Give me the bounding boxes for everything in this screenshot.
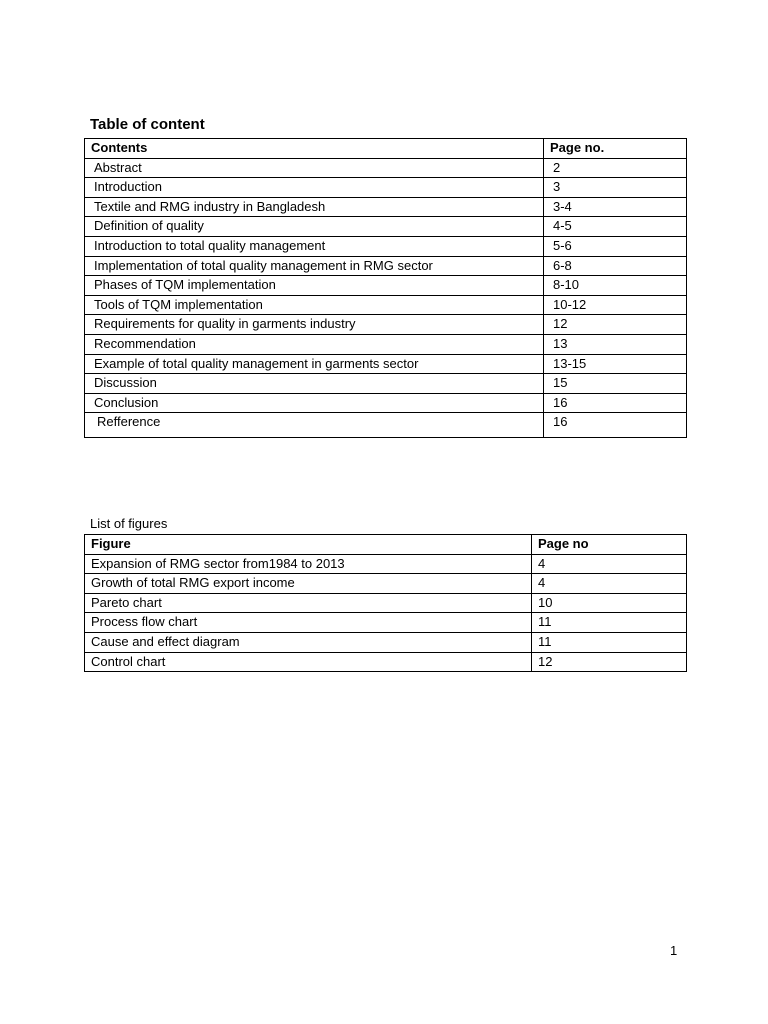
toc-entry-page: 16 xyxy=(544,413,687,438)
column-header-page-no: Page no. xyxy=(544,139,687,159)
toc-entry-title: Refference xyxy=(85,413,544,438)
table-row xyxy=(85,613,687,633)
table-row xyxy=(85,158,687,178)
table-row xyxy=(85,593,687,613)
table-row xyxy=(85,276,687,296)
figure-page: 12 xyxy=(532,652,687,672)
table-row xyxy=(85,197,687,217)
table-row xyxy=(85,374,687,394)
toc-entry-title: Phases of TQM implementation xyxy=(85,276,544,296)
toc-entry-page: 10-12 xyxy=(544,295,687,315)
table-row xyxy=(85,574,687,594)
toc-entry-page: 8-10 xyxy=(544,276,687,296)
figure-page: 11 xyxy=(532,632,687,652)
toc-entry-title: Abstract xyxy=(85,158,544,178)
toc-entry-page: 15 xyxy=(544,374,687,394)
table-row xyxy=(85,413,687,438)
toc-entry-title: Requirements for quality in garments industry xyxy=(85,315,544,335)
table-row xyxy=(85,554,687,574)
figure-title: Expansion of RMG sector from1984 to 2013 xyxy=(85,554,532,574)
list-of-figures-heading: List of figures xyxy=(90,516,168,531)
table-row xyxy=(85,236,687,256)
toc-entry-page: 13 xyxy=(544,334,687,354)
toc-entry-page: 13-15 xyxy=(544,354,687,374)
page-title: Table of content xyxy=(90,116,205,133)
toc-entry-page: 12 xyxy=(544,315,687,335)
list-of-figures-table xyxy=(84,534,687,672)
table-row xyxy=(85,652,687,672)
table-row xyxy=(85,334,687,354)
figure-title: Growth of total RMG export income xyxy=(85,574,532,594)
toc-entry-title: Discussion xyxy=(85,374,544,394)
table-row xyxy=(85,178,687,198)
figure-title: Process flow chart xyxy=(85,613,532,633)
toc-entry-title: Introduction to total quality management xyxy=(85,236,544,256)
table-header-row xyxy=(85,139,687,159)
figure-page: 11 xyxy=(532,613,687,633)
column-header-contents: Contents xyxy=(85,139,544,159)
toc-entry-title: Conclusion xyxy=(85,393,544,413)
toc-entry-page: 5-6 xyxy=(544,236,687,256)
toc-entry-title: Tools of TQM implementation xyxy=(85,295,544,315)
page-number: 1 xyxy=(670,943,678,958)
toc-entry-title: Recommendation xyxy=(85,334,544,354)
toc-entry-title: Example of total quality management in garments sector xyxy=(85,354,544,374)
toc-entry-title: Implementation of total quality management in RMG sector xyxy=(85,256,544,276)
toc-entry-title: Introduction xyxy=(85,178,544,198)
table-row xyxy=(85,315,687,335)
figure-page: 4 xyxy=(532,554,687,574)
toc-entry-title: Textile and RMG industry in Bangladesh xyxy=(85,197,544,217)
toc-entry-page: 16 xyxy=(544,393,687,413)
table-row xyxy=(85,295,687,315)
table-row xyxy=(85,393,687,413)
figure-page: 10 xyxy=(532,593,687,613)
table-header-row xyxy=(85,535,687,555)
toc-entry-title: Definition of quality xyxy=(85,217,544,237)
table-row xyxy=(85,354,687,374)
column-header-figure: Figure xyxy=(85,535,532,555)
toc-entry-page: 4-5 xyxy=(544,217,687,237)
column-header-page-no: Page no xyxy=(532,535,687,555)
table-row xyxy=(85,217,687,237)
figure-page: 4 xyxy=(532,574,687,594)
toc-entry-page: 6-8 xyxy=(544,256,687,276)
figure-title: Pareto chart xyxy=(85,593,532,613)
toc-entry-page: 3 xyxy=(544,178,687,198)
figure-title: Control chart xyxy=(85,652,532,672)
toc-entry-page: 2 xyxy=(544,158,687,178)
table-row xyxy=(85,632,687,652)
toc-entry-page: 3-4 xyxy=(544,197,687,217)
table-row xyxy=(85,256,687,276)
figure-title: Cause and effect diagram xyxy=(85,632,532,652)
table-of-contents xyxy=(84,138,687,438)
